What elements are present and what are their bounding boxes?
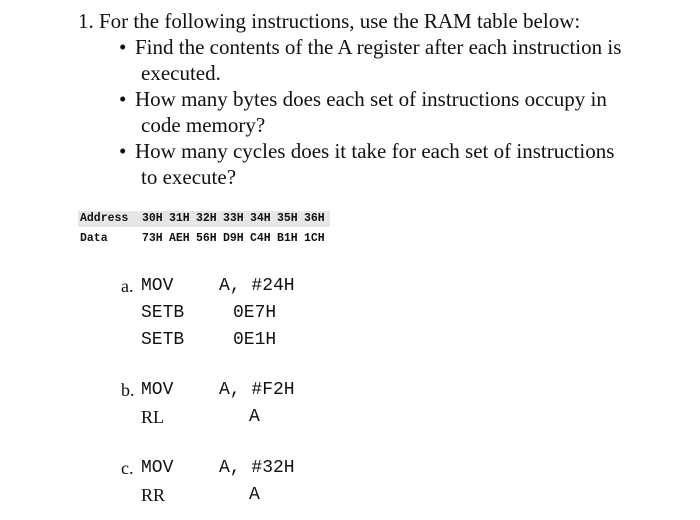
bullet-1-line-1: Find the contents of the A register after each instruction is — [135, 35, 622, 59]
address-cell: 33H — [223, 212, 244, 225]
bullet-3-line-1: How many cycles does it take for each set of instructions — [135, 139, 615, 163]
instruction-operand: A, #24H — [219, 276, 295, 296]
data-cell: 73H — [142, 232, 163, 245]
bullet-2-line-2: code memory? — [141, 113, 266, 137]
instruction-operand: A, #32H — [219, 458, 295, 478]
bullet-icon: • — [119, 35, 127, 59]
instruction-operand: 0E7H — [233, 303, 277, 323]
instruction-opcode: RR — [141, 485, 166, 505]
data-cell: 56H — [196, 232, 217, 245]
address-cell: 32H — [196, 212, 217, 225]
instruction-opcode: SETB — [141, 330, 185, 350]
bullet-icon: • — [119, 139, 127, 163]
instruction-label: b. — [121, 380, 135, 400]
instruction-opcode: RL — [141, 407, 165, 427]
instruction-label: a. — [121, 276, 134, 296]
data-cell: B1H — [277, 232, 298, 245]
address-cell: 30H — [142, 212, 163, 225]
ram-address-row — [78, 211, 330, 227]
question-intro: 1. For the following instructions, use the RAM table below: — [78, 9, 581, 33]
data-cell: C4H — [250, 232, 271, 245]
instruction-operand: A, #F2H — [219, 380, 295, 400]
instruction-opcode: MOV — [141, 276, 174, 296]
address-cell: 31H — [169, 212, 190, 225]
data-cell: AEH — [169, 232, 190, 245]
data-label: Data — [80, 232, 108, 245]
bullet-2-line-1: How many bytes does each set of instructions occupy in — [135, 87, 607, 111]
data-cell: 1CH — [304, 232, 325, 245]
address-cell: 36H — [304, 212, 325, 225]
address-cell: 34H — [250, 212, 271, 225]
instruction-opcode: MOV — [141, 458, 174, 478]
bullet-1-line-2: executed. — [141, 61, 221, 85]
instruction-operand: A — [249, 407, 260, 427]
address-label: Address — [80, 212, 129, 225]
address-cell: 35H — [277, 212, 298, 225]
instruction-opcode: MOV — [141, 380, 174, 400]
bullet-3-line-2: to execute? — [141, 165, 237, 189]
instruction-label: c. — [121, 458, 134, 478]
data-cell: D9H — [223, 232, 244, 245]
instruction-opcode: SETB — [141, 303, 185, 323]
bullet-icon: • — [119, 87, 127, 111]
instruction-operand: 0E1H — [233, 330, 277, 350]
instruction-operand: A — [249, 485, 260, 505]
